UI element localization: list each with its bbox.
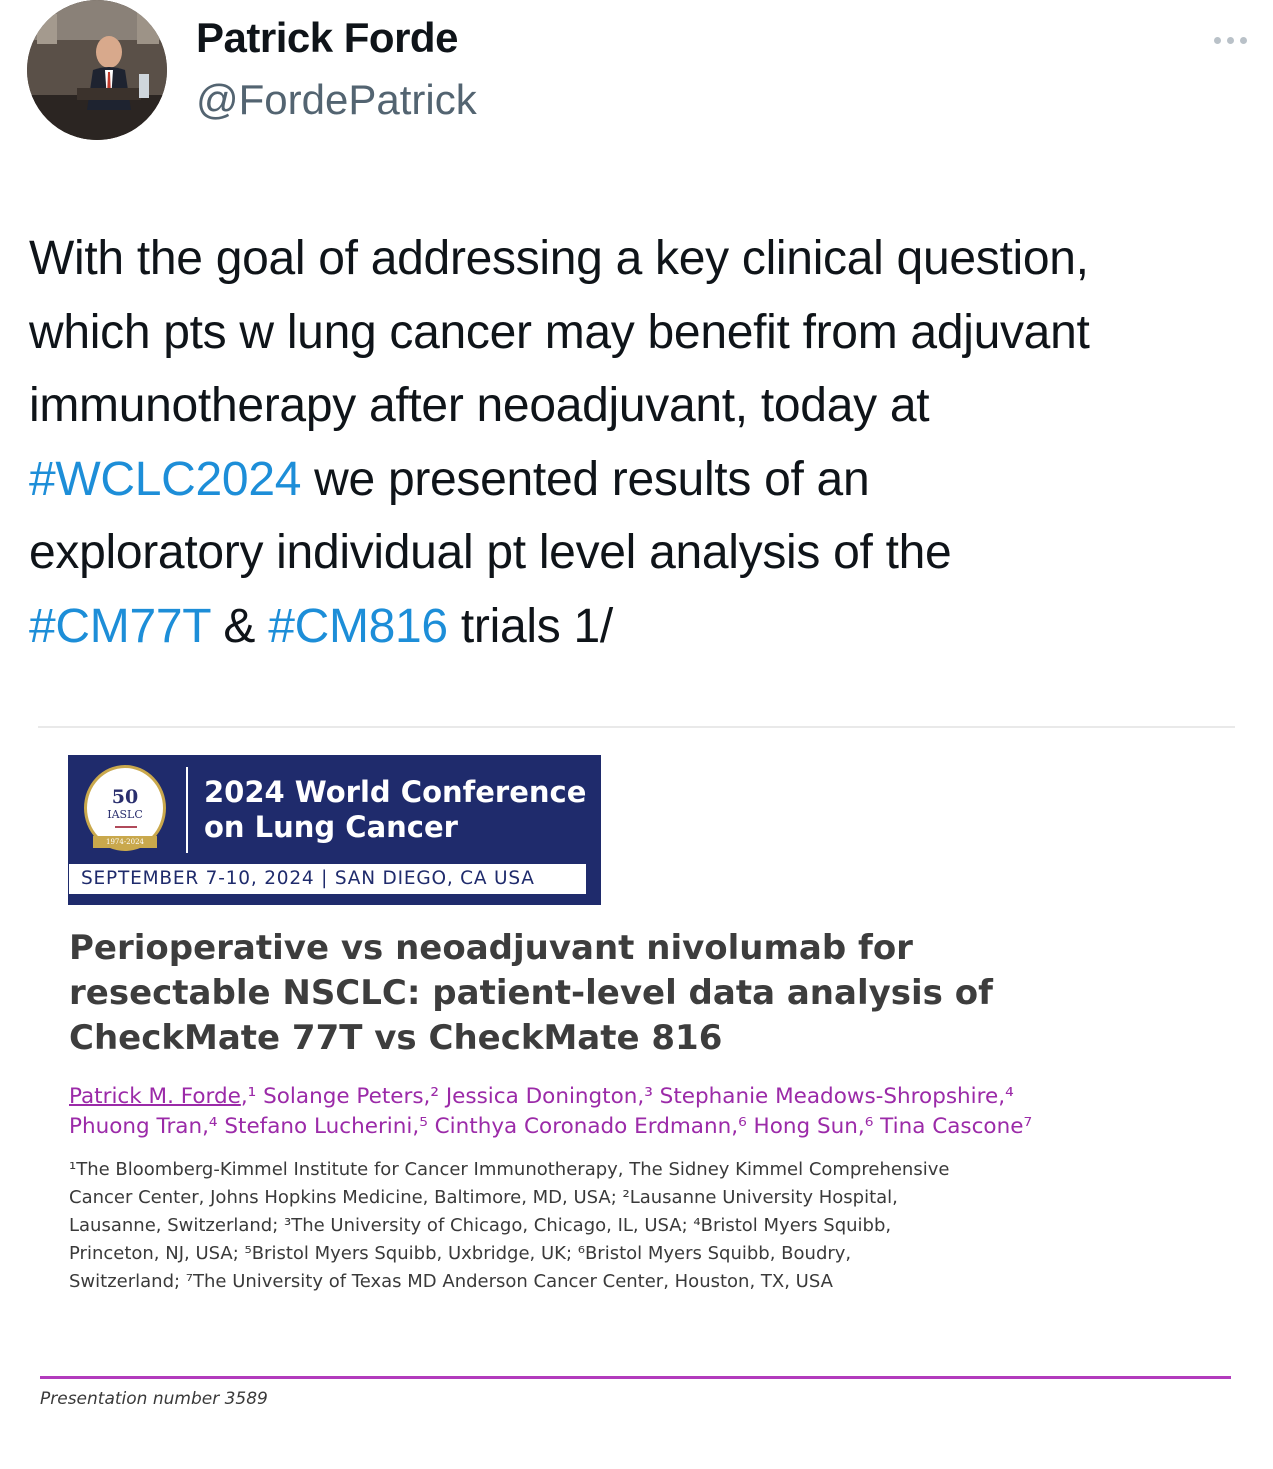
tweet-text-segment: & [210,599,269,653]
authors-line-1-rest: ,¹ Solange Peters,² Jessica Donington,³ Stephanie Meadows-Shropshire,⁴ [240,1084,1014,1109]
banner-divider [186,767,188,853]
tweet-line [29,296,1269,370]
tweet-line [29,516,1269,590]
tweet-line [29,590,1269,664]
hashtag-link[interactable]: #CM77T [29,599,211,653]
authors-line-2: Phuong Tran,⁴ Stefano Lucherini,⁵ Cinthya Coronado Erdmann,⁶ Hong Sun,⁶ Tina Cascone⁷ [69,1114,1033,1139]
presentation-number: Presentation number 3589 [40,1389,268,1409]
affiliation-line: ¹The Bloomberg-Kimmel Institute for Cancer Immunotherapy, The Sidney Kimmel Comprehensive [69,1159,950,1180]
presentation-rule [40,1376,1231,1379]
author-handle[interactable]: @FordePatrick [196,76,477,123]
seal-years: 1974-2024 [93,836,157,848]
dot [1240,37,1247,44]
avatar[interactable] [27,0,167,140]
affiliation-line: Princeton, NJ, USA; ⁵Bristol Myers Squibb, Uxbridge, UK; ⁶Bristol Myers Squibb, Boudry, [69,1243,852,1264]
hashtag-link[interactable]: #CM816 [268,599,448,653]
iaslc-seal-logo [84,765,166,851]
poster-title [69,926,1069,1061]
tweet-text-segment: which pts w lung cancer may benefit from adjuvant [29,305,1090,359]
dot [1227,37,1234,44]
tweet-line [29,443,1269,517]
tweet-text-segment: exploratory individual pt level analysis of the [29,526,952,579]
tweet-text-segment: we presented results of an [301,452,870,506]
image-top-border [38,726,1235,728]
conference-banner [68,755,601,905]
poster-title-line: resectable NSCLC: patient-level data analysis of [69,973,993,1013]
seal-number: 50 [111,786,139,808]
seal-org: IASLC [107,808,143,821]
poster-authors [69,1082,1169,1142]
poster-title-line: CheckMate 77T vs CheckMate 816 [69,1018,723,1058]
tweet-text-segment: With the goal of addressing a key clinical question, [29,232,1089,285]
more-dots-icon[interactable] [1208,26,1252,54]
authors-line-1 [69,1082,1169,1112]
avatar-photo [27,0,167,140]
lead-author: Patrick M. Forde [69,1084,241,1109]
author-name[interactable]: Patrick Forde [196,14,458,61]
affiliation-line: Switzerland; ⁷The University of Texas MD Anderson Cancer Center, Houston, TX, USA [69,1271,833,1292]
tweet-text-segment: trials 1/ [447,599,613,653]
conference-date-location: SEPTEMBER 7-10, 2024 | SAN DIEGO, CA USA [68,863,587,895]
dot [1214,37,1221,44]
poster-affiliations [69,1156,1169,1296]
conference-title [204,775,594,845]
conference-title-line1: 2024 World Conference [204,775,587,809]
tweet-text [29,222,1269,663]
affiliation-line: Lausanne, Switzerland; ³The University of Chicago, Chicago, IL, USA; ⁴Bristol Myers Squibb, [69,1215,892,1236]
hashtag-link[interactable]: #WCLC2024 [29,452,302,506]
tweet-text-segment: immunotherapy after neoadjuvant, today at [29,379,930,432]
poster-title-line: Perioperative vs neoadjuvant nivolumab for [69,928,913,968]
tweet-line [29,222,1269,296]
conference-title-line2: on Lung Cancer [204,810,458,844]
seal-mark [115,826,137,828]
tweet-line [29,369,1269,443]
affiliation-line: Cancer Center, Johns Hopkins Medicine, Baltimore, MD, USA; ²Lausanne University Hospital, [69,1187,898,1208]
